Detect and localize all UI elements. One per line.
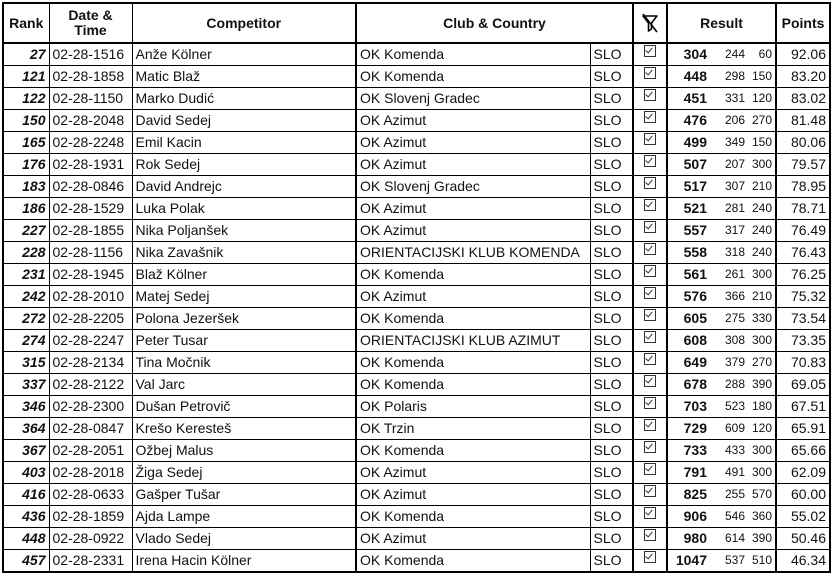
result-cell: 576	[667, 286, 710, 308]
rank-cell: 367	[3, 440, 49, 462]
result-cell: 791	[667, 462, 710, 484]
table-row[interactable]	[3, 88, 830, 110]
result-cell: 499	[667, 132, 710, 154]
checkbox-cell[interactable]	[633, 110, 667, 132]
rank-cell: 242	[3, 286, 49, 308]
header-result[interactable]: Result	[667, 3, 776, 43]
country-cell: SLO	[590, 374, 633, 396]
checked-box-icon[interactable]	[644, 67, 656, 79]
checkbox-cell[interactable]	[633, 418, 667, 440]
checked-box-icon[interactable]	[644, 287, 656, 299]
datetime-cell: 02-28-1529	[49, 198, 132, 220]
rank-cell: 186	[3, 198, 49, 220]
competitor-cell: Tina Močnik	[132, 352, 356, 374]
table-row[interactable]	[3, 462, 830, 484]
competitor-cell: Žiga Sedej	[132, 462, 356, 484]
result-split1-cell: 546	[710, 506, 748, 528]
result-split2-cell: 390	[748, 374, 776, 396]
competitor-cell: Blaž Kölner	[132, 264, 356, 286]
country-cell: SLO	[590, 462, 633, 484]
result-split1-cell: 433	[710, 440, 748, 462]
result-cell: 825	[667, 484, 710, 506]
result-split2-cell: 570	[748, 484, 776, 506]
competitor-cell: Val Jarc	[132, 374, 356, 396]
competitor-cell: Luka Polak	[132, 198, 356, 220]
rank-cell: 27	[3, 43, 49, 66]
checkbox-cell[interactable]	[633, 506, 667, 528]
datetime-cell: 02-28-0633	[49, 484, 132, 506]
result-cell: 448	[667, 66, 710, 88]
checkbox-cell[interactable]	[633, 462, 667, 484]
result-split2-cell: 150	[748, 132, 776, 154]
datetime-cell: 02-28-1516	[49, 43, 132, 66]
rank-cell: 227	[3, 220, 49, 242]
result-cell: 507	[667, 154, 710, 176]
rank-cell: 183	[3, 176, 49, 198]
result-split2-cell: 300	[748, 462, 776, 484]
checkbox-cell[interactable]	[633, 484, 667, 506]
country-cell: SLO	[590, 308, 633, 330]
table-row[interactable]	[3, 418, 830, 440]
points-cell: 73.35	[776, 330, 830, 352]
table-row[interactable]	[3, 154, 830, 176]
checked-box-icon[interactable]	[644, 265, 656, 277]
club-cell: OK Azimut	[356, 198, 590, 220]
club-cell: OK Komenda	[356, 374, 590, 396]
club-cell: OK Komenda	[356, 66, 590, 88]
result-split1-cell: 491	[710, 462, 748, 484]
points-cell: 76.43	[776, 242, 830, 264]
result-cell: 476	[667, 110, 710, 132]
datetime-cell: 02-28-0846	[49, 176, 132, 198]
result-cell: 517	[667, 176, 710, 198]
points-cell: 50.46	[776, 528, 830, 550]
points-cell: 46.34	[776, 550, 830, 573]
checkbox-cell[interactable]	[633, 352, 667, 374]
checked-box-icon[interactable]	[644, 133, 656, 145]
checkbox-cell[interactable]	[633, 264, 667, 286]
checkbox-cell[interactable]	[633, 154, 667, 176]
points-cell: 78.95	[776, 176, 830, 198]
competitor-cell: Nika Poljanšek	[132, 220, 356, 242]
competitor-cell: Irena Hacin Kölner	[132, 550, 356, 573]
table-row[interactable]	[3, 176, 830, 198]
datetime-cell: 02-28-0847	[49, 418, 132, 440]
country-cell: SLO	[590, 110, 633, 132]
country-cell: SLO	[590, 176, 633, 198]
result-split1-cell: 349	[710, 132, 748, 154]
points-cell: 60.00	[776, 484, 830, 506]
result-split2-cell: 300	[748, 440, 776, 462]
table-row[interactable]	[3, 264, 830, 286]
checked-box-icon[interactable]	[644, 221, 656, 233]
rank-cell: 272	[3, 308, 49, 330]
table-row[interactable]	[3, 308, 830, 330]
result-split2-cell: 210	[748, 176, 776, 198]
points-cell: 55.02	[776, 506, 830, 528]
checkbox-cell[interactable]	[633, 528, 667, 550]
country-cell: SLO	[590, 220, 633, 242]
checkbox-cell[interactable]	[633, 132, 667, 154]
competitor-cell: Nika Zavašnik	[132, 242, 356, 264]
result-cell: 608	[667, 330, 710, 352]
checkbox-cell[interactable]	[633, 374, 667, 396]
checked-box-icon[interactable]	[644, 45, 656, 57]
datetime-cell: 02-28-1855	[49, 220, 132, 242]
competitor-cell: Peter Tusar	[132, 330, 356, 352]
country-cell: SLO	[590, 198, 633, 220]
table-row[interactable]	[3, 132, 830, 154]
club-cell: OK Azimut	[356, 286, 590, 308]
checkbox-cell[interactable]	[633, 396, 667, 418]
country-cell: SLO	[590, 550, 633, 573]
table-row[interactable]	[3, 528, 830, 550]
country-cell: SLO	[590, 66, 633, 88]
result-cell: 678	[667, 374, 710, 396]
datetime-cell: 02-28-2248	[49, 132, 132, 154]
rank-cell: 337	[3, 374, 49, 396]
country-cell: SLO	[590, 506, 633, 528]
checkbox-cell[interactable]	[633, 550, 667, 573]
rank-cell: 364	[3, 418, 49, 440]
filter-toggle-button[interactable]	[633, 3, 667, 43]
points-cell: 83.02	[776, 88, 830, 110]
result-split2-cell: 270	[748, 352, 776, 374]
checked-box-icon[interactable]	[644, 331, 656, 343]
result-cell: 558	[667, 242, 710, 264]
result-split2-cell: 150	[748, 66, 776, 88]
result-split1-cell: 288	[710, 374, 748, 396]
competitor-cell: Krešo Keresteš	[132, 418, 356, 440]
result-split2-cell: 360	[748, 506, 776, 528]
country-cell: SLO	[590, 154, 633, 176]
table-row[interactable]	[3, 43, 830, 66]
datetime-cell: 02-28-2300	[49, 396, 132, 418]
points-cell: 69.05	[776, 374, 830, 396]
competitor-cell: Ajda Lampe	[132, 506, 356, 528]
table-row[interactable]	[3, 286, 830, 308]
result-cell: 729	[667, 418, 710, 440]
checked-box-icon[interactable]	[644, 309, 656, 321]
checked-box-icon[interactable]	[644, 177, 656, 189]
club-cell: OK Komenda	[356, 308, 590, 330]
result-cell: 557	[667, 220, 710, 242]
club-cell: OK Polaris	[356, 396, 590, 418]
result-split2-cell: 240	[748, 220, 776, 242]
club-cell: OK Slovenj Gradec	[356, 176, 590, 198]
points-cell: 75.32	[776, 286, 830, 308]
result-split1-cell: 379	[710, 352, 748, 374]
result-cell: 451	[667, 88, 710, 110]
checked-box-icon[interactable]	[644, 551, 656, 563]
result-cell: 703	[667, 396, 710, 418]
result-split2-cell: 510	[748, 550, 776, 573]
country-cell: SLO	[590, 330, 633, 352]
checked-box-icon[interactable]	[644, 243, 656, 255]
checked-box-icon[interactable]	[644, 155, 656, 167]
rank-cell: 457	[3, 550, 49, 573]
club-cell: OK Komenda	[356, 264, 590, 286]
table-row[interactable]	[3, 110, 830, 132]
result-cell: 1047	[667, 550, 710, 573]
checkbox-cell[interactable]	[633, 440, 667, 462]
club-cell: OK Azimut	[356, 220, 590, 242]
table-row[interactable]	[3, 220, 830, 242]
result-cell: 561	[667, 264, 710, 286]
club-cell: ORIENTACIJSKI KLUB AZIMUT	[356, 330, 590, 352]
table-row[interactable]	[3, 352, 830, 374]
result-split1-cell: 307	[710, 176, 748, 198]
result-split1-cell: 537	[710, 550, 748, 573]
competitor-cell: Gašper Tušar	[132, 484, 356, 506]
checked-box-icon[interactable]	[644, 375, 656, 387]
checked-box-icon[interactable]	[644, 507, 656, 519]
checked-box-icon[interactable]	[644, 419, 656, 431]
result-split1-cell: 275	[710, 308, 748, 330]
points-cell: 81.48	[776, 110, 830, 132]
competitor-cell: Matej Sedej	[132, 286, 356, 308]
result-split2-cell: 240	[748, 242, 776, 264]
table-row[interactable]	[3, 66, 830, 88]
checked-box-icon[interactable]	[644, 199, 656, 211]
competitor-cell: Marko Dudić	[132, 88, 356, 110]
datetime-cell: 02-28-2205	[49, 308, 132, 330]
result-split2-cell: 300	[748, 154, 776, 176]
result-split1-cell: 281	[710, 198, 748, 220]
datetime-cell: 02-28-1859	[49, 506, 132, 528]
header-row	[3, 3, 830, 43]
result-cell: 733	[667, 440, 710, 462]
rank-cell: 436	[3, 506, 49, 528]
header-rank[interactable]: Rank	[3, 3, 49, 43]
country-cell: SLO	[590, 242, 633, 264]
table-row[interactable]	[3, 396, 830, 418]
points-cell: 76.25	[776, 264, 830, 286]
result-cell: 649	[667, 352, 710, 374]
table-row[interactable]	[3, 330, 830, 352]
result-split2-cell: 330	[748, 308, 776, 330]
rank-cell: 122	[3, 88, 49, 110]
result-cell: 605	[667, 308, 710, 330]
checkbox-cell[interactable]	[633, 198, 667, 220]
country-cell: SLO	[590, 264, 633, 286]
competitor-cell: Matic Blaž	[132, 66, 356, 88]
club-cell: OK Komenda	[356, 43, 590, 66]
points-cell: 65.91	[776, 418, 830, 440]
competitor-cell: Vlado Sedej	[132, 528, 356, 550]
result-split2-cell: 240	[748, 198, 776, 220]
club-cell: ORIENTACIJSKI KLUB KOMENDA	[356, 242, 590, 264]
datetime-cell: 02-28-2247	[49, 330, 132, 352]
datetime-cell: 02-28-1156	[49, 242, 132, 264]
rank-cell: 165	[3, 132, 49, 154]
datetime-cell: 02-28-0922	[49, 528, 132, 550]
result-split1-cell: 523	[710, 396, 748, 418]
result-split1-cell: 298	[710, 66, 748, 88]
result-split2-cell: 390	[748, 528, 776, 550]
datetime-cell: 02-28-2134	[49, 352, 132, 374]
rank-cell: 346	[3, 396, 49, 418]
checkbox-cell[interactable]	[633, 66, 667, 88]
result-split2-cell: 60	[748, 43, 776, 66]
club-cell: OK Azimut	[356, 528, 590, 550]
result-cell: 304	[667, 43, 710, 66]
checked-box-icon[interactable]	[644, 463, 656, 475]
rank-cell: 176	[3, 154, 49, 176]
datetime-cell: 02-28-1945	[49, 264, 132, 286]
points-cell: 78.71	[776, 198, 830, 220]
competitor-cell: David Andrejc	[132, 176, 356, 198]
result-split1-cell: 366	[710, 286, 748, 308]
result-cell: 906	[667, 506, 710, 528]
checkbox-cell[interactable]	[633, 308, 667, 330]
header-competitor[interactable]: Competitor	[132, 3, 356, 43]
points-cell: 83.20	[776, 66, 830, 88]
points-cell: 65.66	[776, 440, 830, 462]
country-cell: SLO	[590, 43, 633, 66]
result-split2-cell: 180	[748, 396, 776, 418]
checked-box-icon[interactable]	[644, 529, 656, 541]
club-cell: OK Azimut	[356, 132, 590, 154]
club-cell: OK Komenda	[356, 440, 590, 462]
country-cell: SLO	[590, 286, 633, 308]
table-row[interactable]	[3, 440, 830, 462]
header-points[interactable]: Points	[776, 3, 830, 43]
points-cell: 79.57	[776, 154, 830, 176]
points-cell: 67.51	[776, 396, 830, 418]
country-cell: SLO	[590, 132, 633, 154]
points-cell: 70.83	[776, 352, 830, 374]
club-cell: OK Azimut	[356, 484, 590, 506]
club-cell: OK Azimut	[356, 110, 590, 132]
datetime-cell: 02-28-1150	[49, 88, 132, 110]
datetime-cell: 02-28-2122	[49, 374, 132, 396]
rank-cell: 416	[3, 484, 49, 506]
datetime-cell: 02-28-2018	[49, 462, 132, 484]
datetime-cell: 02-28-2051	[49, 440, 132, 462]
table-row[interactable]	[3, 550, 830, 573]
country-cell: SLO	[590, 88, 633, 110]
rank-cell: 228	[3, 242, 49, 264]
rank-cell: 403	[3, 462, 49, 484]
table-row[interactable]	[3, 242, 830, 264]
datetime-cell: 02-28-1858	[49, 66, 132, 88]
checked-box-icon[interactable]	[644, 89, 656, 101]
result-split2-cell: 300	[748, 330, 776, 352]
club-cell: OK Komenda	[356, 506, 590, 528]
checkbox-cell[interactable]	[633, 88, 667, 110]
result-split1-cell: 244	[710, 43, 748, 66]
points-cell: 92.06	[776, 43, 830, 66]
club-cell: OK Azimut	[356, 154, 590, 176]
result-cell: 521	[667, 198, 710, 220]
result-split1-cell: 331	[710, 88, 748, 110]
checked-box-icon[interactable]	[644, 441, 656, 453]
result-split2-cell: 120	[748, 418, 776, 440]
result-split2-cell: 120	[748, 88, 776, 110]
checkbox-cell[interactable]	[633, 176, 667, 198]
checked-box-icon[interactable]	[644, 111, 656, 123]
checked-box-icon[interactable]	[644, 397, 656, 409]
result-split1-cell: 261	[710, 264, 748, 286]
result-split2-cell: 300	[748, 264, 776, 286]
rank-cell: 274	[3, 330, 49, 352]
header-date-time[interactable]: Date & Time	[49, 3, 132, 43]
result-split1-cell: 206	[710, 110, 748, 132]
club-cell: OK Slovenj Gradec	[356, 88, 590, 110]
club-cell: OK Trzin	[356, 418, 590, 440]
result-split1-cell: 308	[710, 330, 748, 352]
datetime-cell: 02-28-2048	[49, 110, 132, 132]
header-club-country[interactable]: Club & Country	[356, 3, 633, 43]
result-split2-cell: 270	[748, 110, 776, 132]
country-cell: SLO	[590, 528, 633, 550]
competitor-cell: Polona Jezeršek	[132, 308, 356, 330]
country-cell: SLO	[590, 352, 633, 374]
checkbox-cell[interactable]	[633, 330, 667, 352]
competitor-cell: Rok Sedej	[132, 154, 356, 176]
rank-cell: 231	[3, 264, 49, 286]
rank-cell: 448	[3, 528, 49, 550]
rank-cell: 315	[3, 352, 49, 374]
result-split1-cell: 255	[710, 484, 748, 506]
club-cell: OK Azimut	[356, 462, 590, 484]
result-split1-cell: 318	[710, 242, 748, 264]
filter-off-icon	[641, 13, 659, 33]
country-cell: SLO	[590, 484, 633, 506]
checkbox-cell[interactable]	[633, 286, 667, 308]
competitor-cell: David Sedej	[132, 110, 356, 132]
result-split1-cell: 614	[710, 528, 748, 550]
club-cell: OK Komenda	[356, 352, 590, 374]
country-cell: SLO	[590, 440, 633, 462]
datetime-cell: 02-28-2331	[49, 550, 132, 573]
rank-cell: 150	[3, 110, 49, 132]
competitor-cell: Emil Kacin	[132, 132, 356, 154]
competitor-cell: Anže Kölner	[132, 43, 356, 66]
table-row[interactable]	[3, 374, 830, 396]
result-split2-cell: 210	[748, 286, 776, 308]
points-cell: 73.54	[776, 308, 830, 330]
results-table	[2, 2, 831, 573]
country-cell: SLO	[590, 418, 633, 440]
checkbox-cell[interactable]	[633, 242, 667, 264]
datetime-cell: 02-28-1931	[49, 154, 132, 176]
checked-box-icon[interactable]	[644, 353, 656, 365]
table-row[interactable]	[3, 484, 830, 506]
result-split1-cell: 317	[710, 220, 748, 242]
club-cell: OK Komenda	[356, 550, 590, 573]
table-row[interactable]	[3, 198, 830, 220]
competitor-cell: Dušan Petrovič	[132, 396, 356, 418]
points-cell: 76.49	[776, 220, 830, 242]
points-cell: 62.09	[776, 462, 830, 484]
country-cell: SLO	[590, 396, 633, 418]
checkbox-cell[interactable]	[633, 220, 667, 242]
points-cell: 80.06	[776, 132, 830, 154]
result-split1-cell: 207	[710, 154, 748, 176]
table-row[interactable]	[3, 506, 830, 528]
result-cell: 980	[667, 528, 710, 550]
result-split1-cell: 609	[710, 418, 748, 440]
datetime-cell: 02-28-2010	[49, 286, 132, 308]
competitor-cell: Ožbej Malus	[132, 440, 356, 462]
checked-box-icon[interactable]	[644, 485, 656, 497]
rank-cell: 121	[3, 66, 49, 88]
checkbox-cell[interactable]	[633, 43, 667, 66]
